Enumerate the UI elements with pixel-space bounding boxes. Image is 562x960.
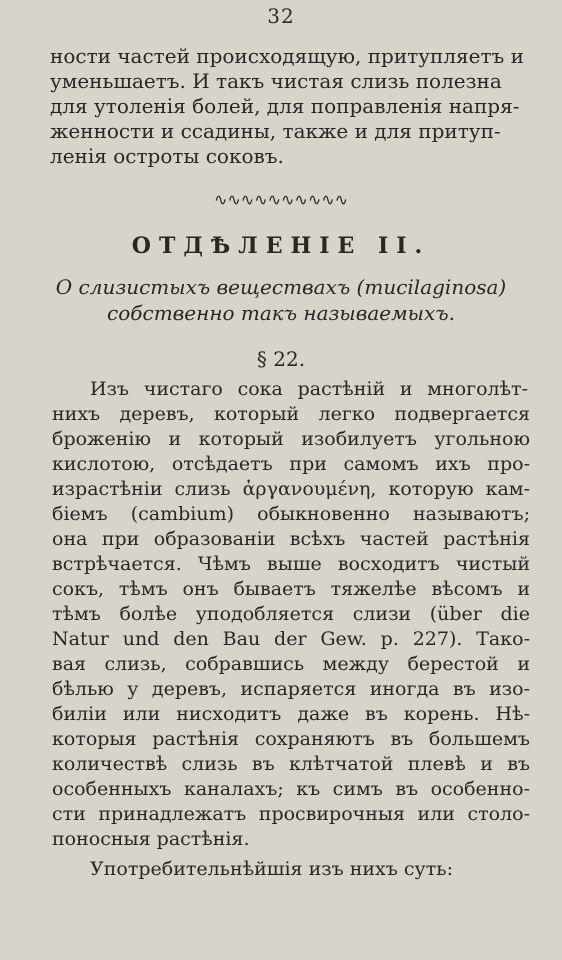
section-title: ОТДѢЛЕНІЕ II. <box>131 233 431 259</box>
body-line: нихъ деревъ, который легко подвергается <box>52 403 530 425</box>
text-line: ленія остроты соковъ. <box>50 144 284 168</box>
body-line: бѣлью у деревъ, испаряется иногда въ изо- <box>52 678 530 700</box>
page-number: 32 <box>267 4 295 28</box>
subtitle-line: собственно такъ называемыхъ. <box>107 301 455 325</box>
body-line: израстѣніи слизь ἀργανουμένη, которую кам- <box>52 478 530 500</box>
body-line: Natur und den Bau der Gew. p. 227). Тако- <box>52 628 530 650</box>
text-line: для утоленія болей, для поправленія напря- <box>50 94 520 118</box>
body-line: которыя растѣнія сохраняютъ въ большемъ <box>52 728 530 750</box>
subtitle-line: О слизистыхъ веществахъ (mucilaginosa) <box>55 275 507 299</box>
body-line: она при образованіи всѣхъ частей растѣнія <box>52 528 530 550</box>
body-line: количествѣ слизь въ клѣтчатой плевѣ и въ <box>52 753 530 775</box>
body-line: біемъ (cambium) обыкновенно называютъ; <box>52 503 530 525</box>
body-line: особенныхъ каналахъ; къ симъ въ особенно- <box>52 778 530 800</box>
body-line: поносныя растѣнія. <box>52 828 250 850</box>
paragraph-number: § 22. <box>256 347 306 371</box>
final-line: Употребительнѣйшія изъ нихъ суть: <box>90 858 453 880</box>
body-line: биліи или нисходитъ даже въ корень. Нѣ- <box>52 703 530 725</box>
body-line: Изъ чистаго сока растѣній и многолѣт- <box>90 378 528 400</box>
body-line: встрѣчается. Чѣмъ выше восходитъ чистый <box>52 553 530 575</box>
body-line: тѣмъ болѣе уподобляется слизи (über die <box>52 603 530 625</box>
body-line: броженію и который изобилуетъ угольною <box>52 428 530 450</box>
body-line: кислотою, отсѣдаетъ при самомъ ихъ про- <box>52 453 530 475</box>
text-line: уменьшаетъ. И такъ чистая слизь полезна <box>50 69 502 93</box>
body-line: вая слизь, собравшись между берестой и <box>52 653 530 675</box>
body-line: сокъ, тѣмъ онъ бываетъ тяжелѣе вѣсомъ и <box>52 578 530 600</box>
text-line: женности и ссадины, также и для притуп- <box>50 119 501 143</box>
text-line: ности частей происходящую, притупляетъ и <box>50 44 524 68</box>
section-ornament: ∿∿∿∿∿∿∿∿∿∿ <box>213 190 349 209</box>
body-line: сти принадлежатъ просвирочныя или столо- <box>52 803 530 825</box>
